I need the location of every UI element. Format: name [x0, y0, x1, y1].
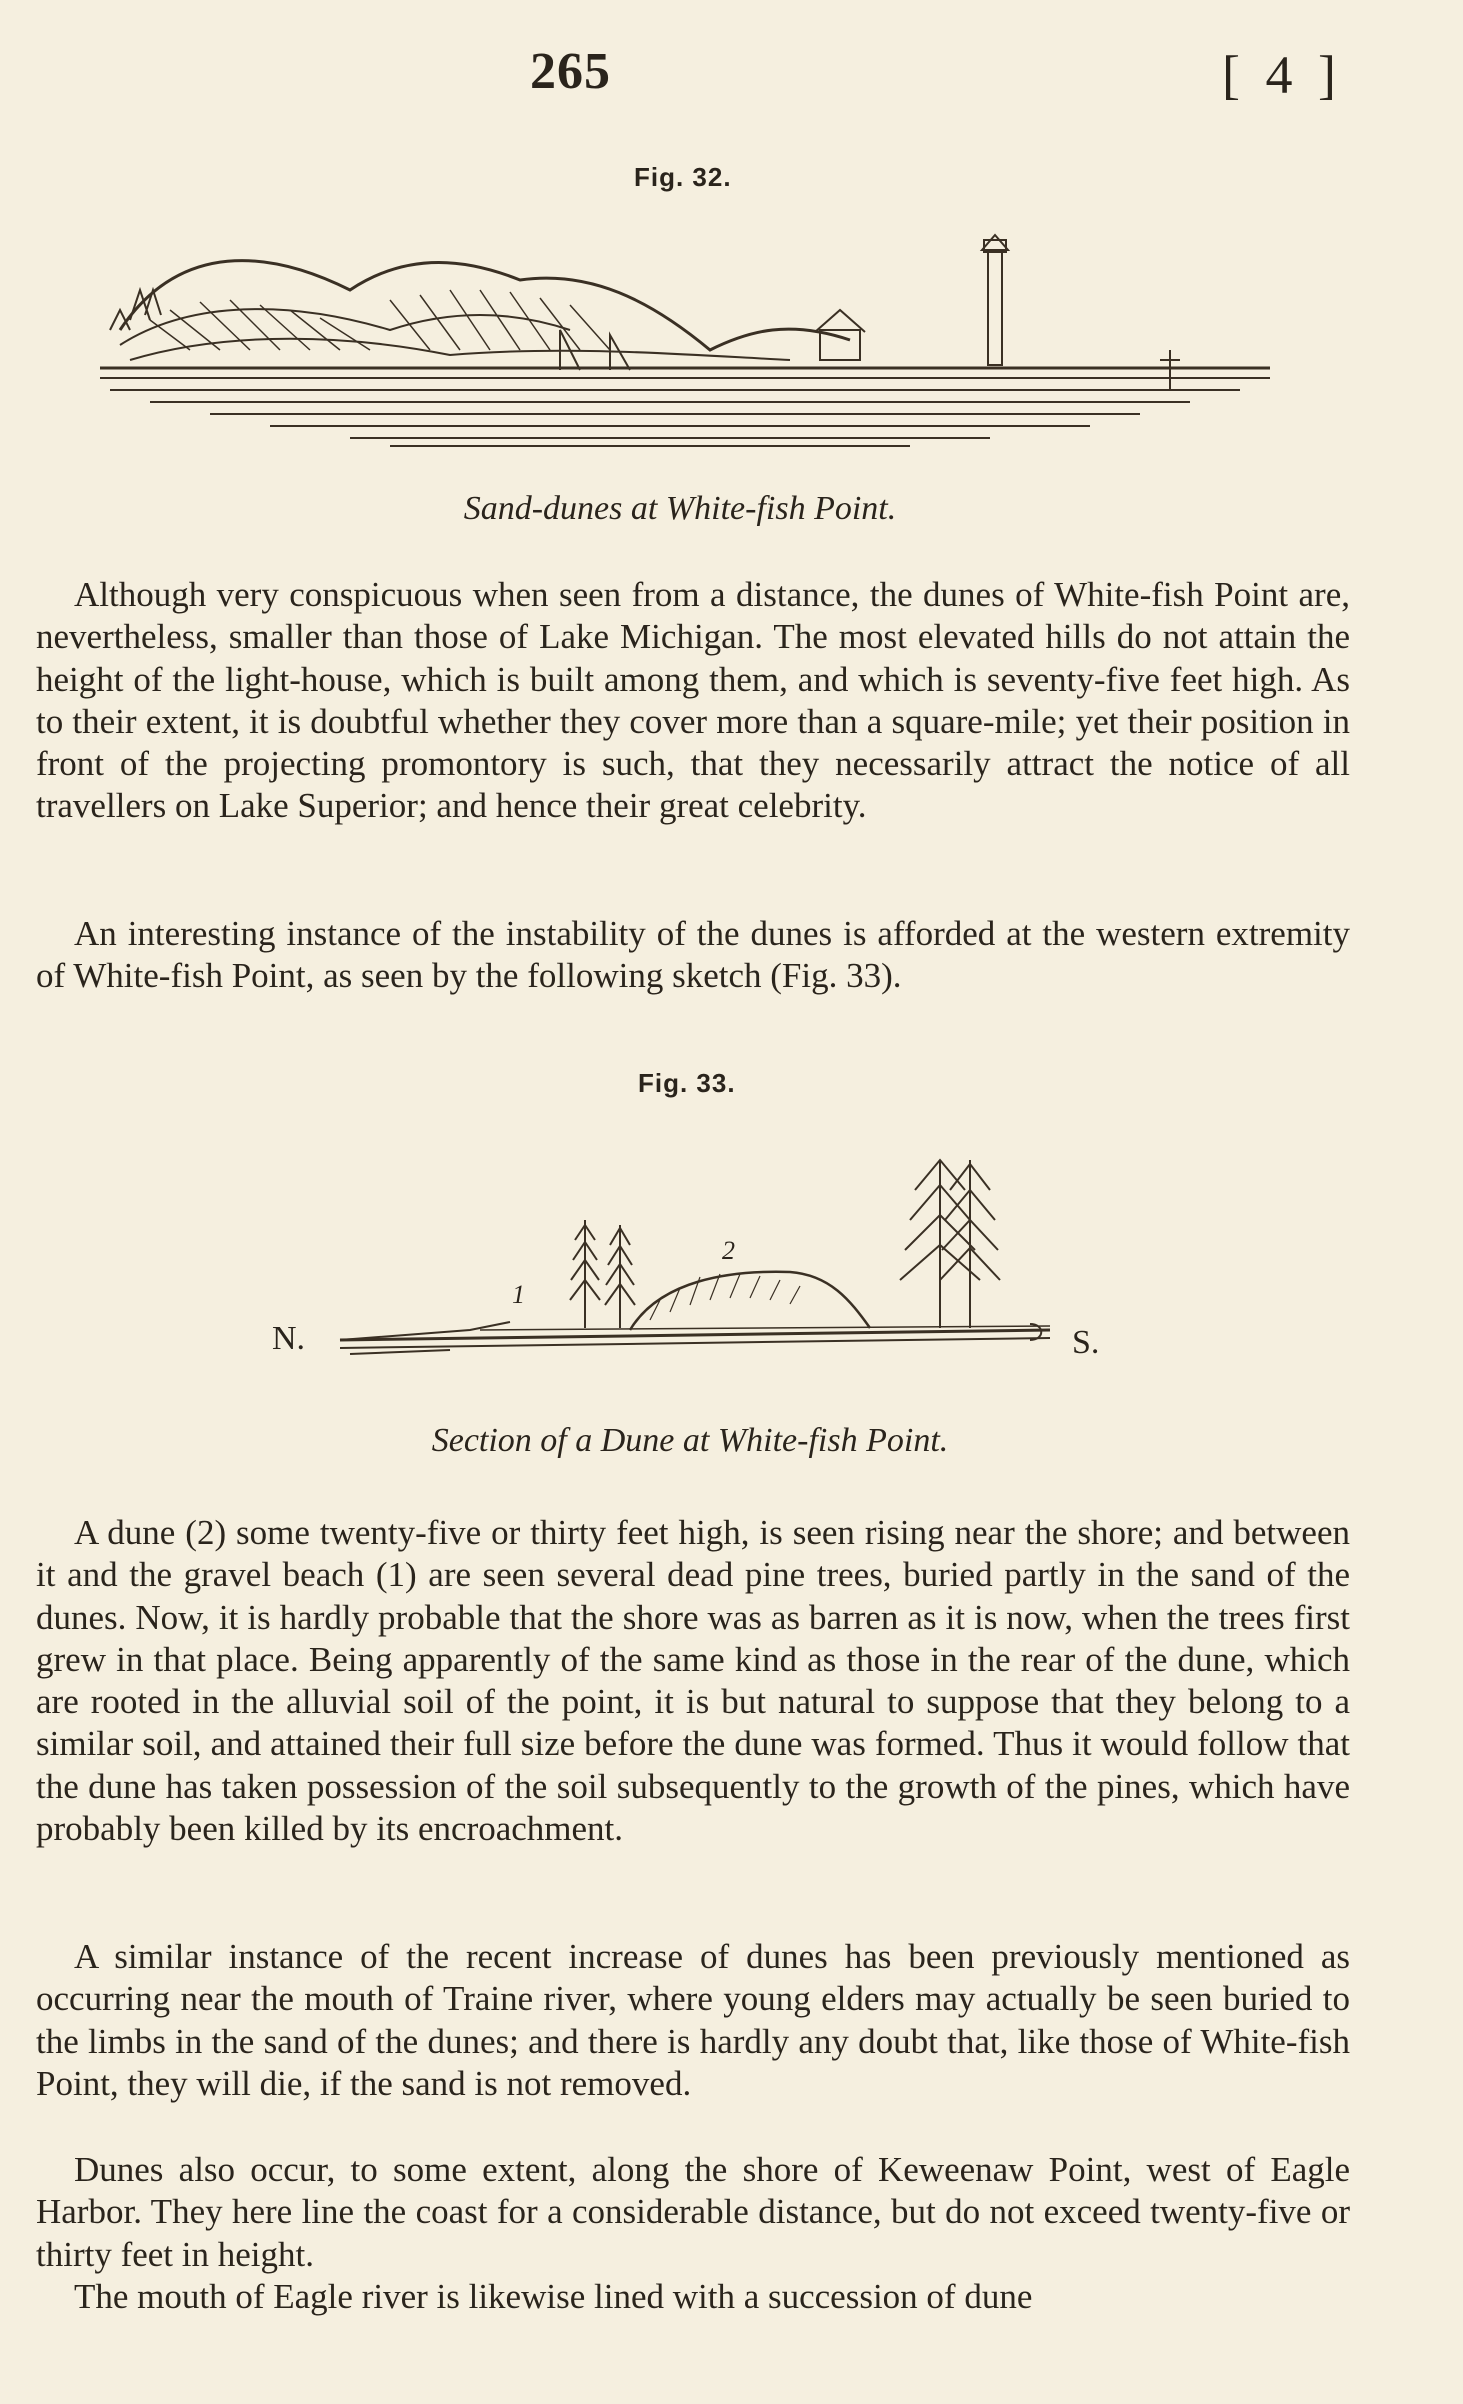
paragraph-eagle-river: The mouth of Eagle river is likewise lined with a succession of dune [74, 2277, 1033, 2316]
page-number: 265 [530, 43, 611, 100]
north-label: N. [272, 1320, 306, 1357]
figure-33-illustration [330, 1130, 1070, 1360]
marker-dune: 2 [722, 1236, 735, 1265]
paragraph-traine-river: A similar instance of the recent increase of dunes has been previously mentioned as occurring near the mouth of Traine river, where young elders may actually be seen buried to the limbs in the sand of the dunes; and there is hardly any doubt that, like those of White-fish Point, they will die, if the sand is not removed. [36, 1937, 1350, 2103]
paragraph-dune-pines: A dune (2) some twenty-five or thirty feet high, is seen rising near the shore; and between it and the gravel beach (1) are seen several dead pine trees, buried partly in the sand of the dunes. Now, it is hardly probable that the shore was as barren as it is now, when the trees first grew in that place. Being apparently of the same kind as those in the rear of the dune, which are rooted in the alluvial soil of the point, it is but natural to suppose that they belong to a similar soil, and attained their full size before the dune was formed. Thus it would follow that the dune has taken possession of the soil subsequently to the growth of the pines, which have probably been killed by its encroachment. [36, 1513, 1350, 1849]
south-label: S. [1072, 1324, 1100, 1361]
figure-33-label: Fig. 33. [638, 1068, 736, 1098]
figure-32-label: Fig. 32. [634, 162, 732, 192]
document-number: [ 4 ] [1222, 45, 1342, 105]
paragraph-instability: An interesting instance of the instability of the dunes is afforded at the western extremity of White-fish Point, as seen by the following sketch (Fig. 33). [36, 914, 1350, 996]
figure-32-illustration [90, 210, 1290, 460]
figure-33-caption: Section of a Dune at White-fish Point. [431, 1422, 949, 1459]
figure-32-caption: Sand-dunes at White-fish Point. [463, 490, 897, 527]
marker-gravel-beach: 1 [512, 1280, 525, 1309]
paragraph-dunes-size: Although very conspicuous when seen from a distance, the dunes of White-fish Point are, nevertheless, smaller than those of Lake Michigan. The most elevated hills do not attain the height of the light-house, which is built among them, and which is seventy-five feet high. As to their extent, it is doubtful whether they cover more than a square-mile; yet their position in front of the projecting promontory is such, that they necessarily attract the notice of all travellers on Lake Superior; and hence their great celebrity. [36, 575, 1350, 826]
paragraph-keweenaw: Dunes also occur, to some extent, along the shore of Keweenaw Point, west of Eagle Harbor. They here line the coast for a considerable distance, but do not exceed twenty-five or thirty feet in height. [36, 2150, 1350, 2274]
